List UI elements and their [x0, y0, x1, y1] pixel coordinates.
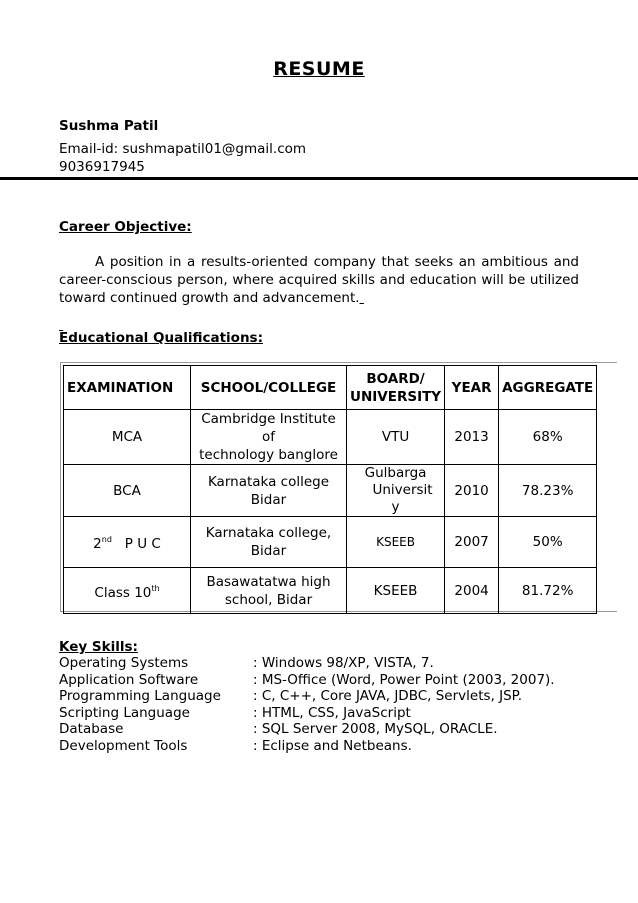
col-school: SCHOOL/COLLEGE — [191, 366, 347, 410]
header-divider — [0, 177, 638, 180]
skill-label: Scripting Language — [59, 704, 190, 721]
col-board — [347, 366, 445, 410]
table-row — [64, 568, 597, 614]
year-cell: 2013 — [445, 410, 499, 465]
career-objective-text — [59, 253, 579, 307]
school-cell — [191, 568, 347, 614]
list-item — [59, 721, 555, 738]
skill-label: Programming Language — [59, 688, 221, 704]
exam-prefix: 2 — [93, 536, 102, 552]
school-line1: Cambridge Institute of — [201, 411, 336, 445]
education-heading: Educational Qualifications: — [59, 330, 263, 346]
list-item — [59, 655, 555, 672]
school-cell — [191, 410, 347, 465]
board-cell: KSEEB — [347, 568, 445, 614]
col-year: YEAR — [445, 366, 499, 410]
table-header-row — [64, 366, 597, 410]
skill-value: : HTML, CSS, JavaScript — [253, 704, 411, 721]
school-line2: Bidar — [250, 543, 287, 559]
year-cell: 2007 — [445, 517, 499, 568]
list-item — [59, 672, 555, 689]
year-cell: 2010 — [445, 465, 499, 517]
table-row — [64, 465, 597, 517]
col-board-line1: BOARD/ — [366, 370, 425, 387]
board-cell: KSEEB — [347, 517, 445, 568]
exam-cell: BCA — [64, 465, 191, 517]
exam-cell — [64, 517, 191, 568]
school-line2: technology banglore — [199, 447, 338, 463]
year-cell: 2004 — [445, 568, 499, 614]
table-row — [64, 410, 597, 465]
email-line: Email-id: sushmapatil01@gmail.com — [59, 141, 307, 157]
career-objective-body: A position in a results-oriented company that seeks an ambitious and career-conscious person, where acquired skills and education will be utilized toward continued growth and advancement. — [59, 254, 579, 306]
skill-label: Operating Systems — [59, 655, 189, 671]
school-cell — [191, 465, 347, 517]
skill-value: : SQL Server 2008, MySQL, ORACLE. — [253, 721, 498, 737]
education-table — [63, 365, 597, 614]
aggregate-cell: 50% — [499, 517, 597, 568]
table-row — [64, 517, 597, 568]
col-aggregate: AGGREGATE — [499, 366, 597, 410]
skill-value: : MS-Office (Word, Power Point (2003, 2007). — [253, 671, 555, 688]
skill-value: : Windows 98/XP, VISTA, 7. — [253, 655, 434, 671]
exam-prefix: Class 10 — [94, 584, 152, 601]
career-objective-heading: Career Objective: — [59, 219, 192, 235]
school-line2: Bidar — [250, 491, 287, 508]
phone-number: 9036917945 — [59, 159, 145, 175]
school-line1: Basawatatwa high — [206, 573, 331, 590]
col-board-line2: UNIVERSITY — [350, 388, 442, 405]
exam-superscript: nd — [101, 535, 112, 544]
school-cell — [191, 517, 347, 568]
list-item — [59, 688, 555, 705]
exam-cell — [64, 568, 191, 614]
skill-value: : C, C++, Core JAVA, JDBC, Servlets, JSP. — [253, 688, 522, 704]
skill-label: Application Software — [59, 671, 199, 688]
board-cell — [347, 465, 445, 517]
col-examination: EXAMINATION — [64, 366, 191, 410]
school-line1: Karnataka college, — [205, 525, 332, 541]
skill-value: : Eclipse and Netbeans. — [253, 737, 412, 754]
board-cell: VTU — [347, 410, 445, 465]
school-line2: school, Bidar — [224, 591, 313, 608]
key-skills-heading: Key Skills: — [59, 639, 138, 655]
aggregate-cell: 68% — [499, 410, 597, 465]
resume-title: RESUME — [273, 58, 365, 80]
aggregate-cell: 78.23% — [499, 465, 597, 517]
aggregate-cell: 81.72% — [499, 568, 597, 614]
board-line1: Gulbarga — [364, 465, 427, 481]
board-line2: Universit — [372, 482, 433, 498]
list-item — [59, 738, 555, 755]
candidate-name: Sushma Patil — [59, 118, 159, 134]
school-line1: Karnataka college — [207, 473, 330, 490]
skill-label: Database — [59, 721, 124, 737]
skill-label: Development Tools — [59, 737, 188, 754]
exam-cell: MCA — [64, 410, 191, 465]
exam-superscript: th — [151, 583, 160, 593]
list-item — [59, 705, 555, 722]
board-line3: y — [391, 499, 400, 515]
key-skills-list — [59, 655, 555, 754]
exam-suffix: P U C — [124, 536, 161, 552]
